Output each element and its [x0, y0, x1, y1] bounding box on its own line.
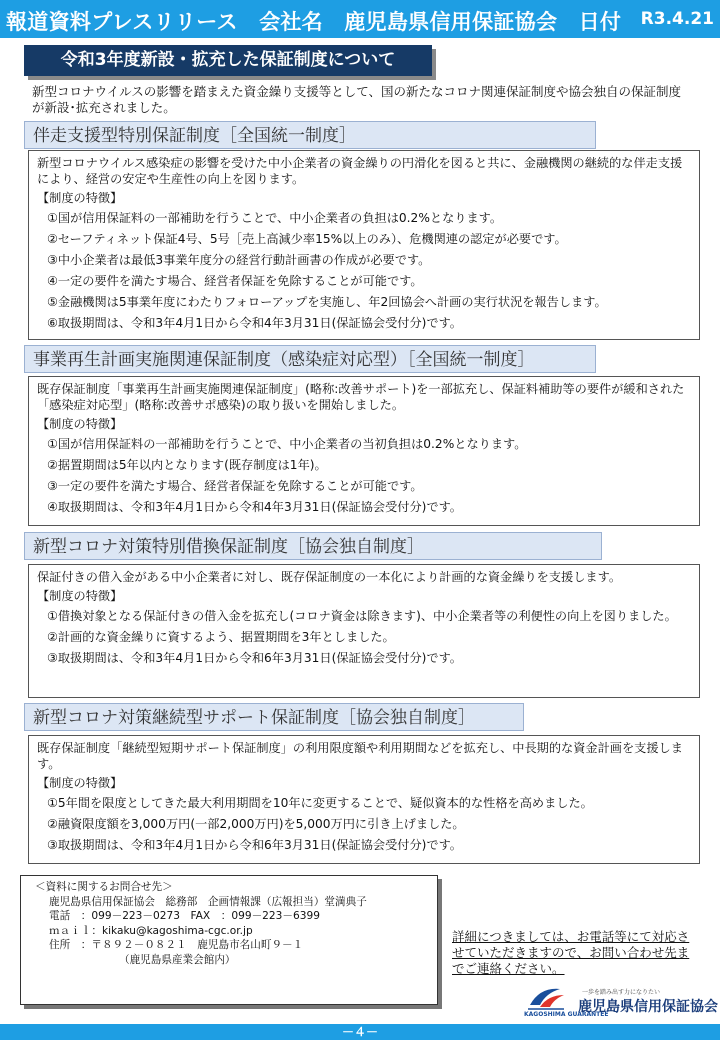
feature-item: ③一定の要件を満たす場合、経営者保証を免除することが可能です。: [47, 479, 423, 493]
features-label: 【制度の特徴】: [37, 776, 123, 790]
section-heading-1: 伴走支援型特別保証制度［全国統一制度］: [24, 121, 596, 149]
header-bar: [0, 0, 720, 38]
logo-english: KAGOSHIMA GUARANTEE: [524, 1011, 609, 1018]
contact-box: [20, 875, 438, 1005]
intro-text: 新型コロナウイルスの影響を踏まえた資金繰り支援等として、国の新たなコロナ関連保証制度や協会独自の保証制度が新設･拡充されました。: [32, 84, 682, 115]
header-title: 報道資料プレスリリース 会社名 鹿児島県信用保証協会 日付: [6, 10, 622, 34]
feature-item: ②セーフティネット保証4号、5号［売上高減少率15%以上のみ）、危機関連の認定が必要です。: [47, 232, 567, 246]
logo-mark-icon: [526, 985, 566, 1011]
feature-item: ③取扱期間は、令和3年4月1日から令和6年3月31日(保証協会受付分)です。: [47, 651, 462, 665]
contact-org: 鹿児島県信用保証協会 総務部 企画情報課（広報担当）堂満典子: [49, 895, 367, 908]
org-logo: [520, 985, 718, 1023]
page-title: 令和3年度新設・拡充した保証制度について: [24, 45, 432, 76]
feature-item: ②据置期間は5年以内となります(既存制度は1年)。: [47, 458, 327, 472]
feature-item: ①5年間を限度としてきた最大利用期間を10年に変更することで、疑似資本的な性格を高めました。: [47, 796, 593, 810]
contact-mail[interactable]: ｍａｉｌ：kikaku@kagoshima-cgc.or.jp: [49, 924, 253, 937]
section-box-1: [28, 150, 700, 340]
feature-item: ②融資限度額を3,000万円(一部2,000万円)を5,000万円に引き上げました。: [47, 817, 465, 831]
section-description: 保証付きの借入金がある中小企業者に対し、既存保証制度の一本化により計画的な資金繰りを支援します。: [37, 570, 622, 584]
section-description: 新型コロナウイルス感染症の影響を受けた中小企業者の資金繰りの円滑化を図ると共に、金融機関の継続的な伴走支援により、経営の安定や生産性の向上を図ります。: [37, 156, 683, 186]
footer-bar: [0, 1024, 720, 1040]
feature-item: ②計画的な資金繰りに資するよう、据置期間を3年としました。: [47, 630, 395, 644]
logo-tagline: 一歩を踏み出す力になりたい: [582, 989, 661, 996]
section-heading-2: 事業再生計画実施関連保証制度（感染症対応型）［全国統一制度］: [24, 345, 596, 373]
header-date: R3.4.21: [640, 9, 714, 29]
feature-item: ⑤金融機関は5事業年度にわたりフォローアップを実施し、年2回協会へ計画の実行状況を報告します。: [47, 295, 607, 309]
section-description: 既存保証制度「継続型短期サポート保証制度」の利用限度額や利用期間などを拡充し、中長期的な資金計画を支援します。: [37, 741, 683, 771]
feature-item: ①国が信用保証料の一部補助を行うことで、中小企業者の負担は0.2%となります。: [47, 211, 503, 225]
section-box-2: [28, 376, 700, 526]
feature-item: ④一定の要件を満たす場合、経営者保証を免除することが可能です。: [47, 274, 423, 288]
feature-item: ③取扱期間は、令和3年4月1日から令和6年3月31日(保証協会受付分)です。: [47, 838, 462, 852]
feature-item: ③中小企業者は最低3事業年度分の経営行動計画書の作成が必要です。: [47, 253, 431, 267]
contact-phone: 電話 ：099－223－0273 FAX ：099－223－6399: [49, 910, 320, 922]
contact-address: 住所 ：〒８９２－０８２１ 鹿児島市名山町９－１: [49, 939, 304, 951]
feature-item: ①借換対象となる保証付きの借入金を拡充し(コロナ資金は除きます)、中小企業者等の利便性の向上を図りました。: [47, 609, 677, 623]
section-heading-3: 新型コロナ対策特別借換保証制度［協会独自制度］: [24, 532, 602, 560]
feature-item: ⑥取扱期間は、令和3年4月1日から令和4年3月31日(保証協会受付分)です。: [47, 316, 462, 330]
feature-item: ①国が信用保証料の一部補助を行うことで、中小企業者の当初負担は0.2%となります。: [47, 437, 527, 451]
features-label: 【制度の特徴】: [37, 191, 123, 205]
contact-building: （鹿児島県産業会館内）: [119, 953, 236, 966]
section-heading-4: 新型コロナ対策継続型サポート保証制度［協会独自制度］: [24, 703, 524, 731]
logo-name: 鹿児島県信用保証協会: [578, 999, 718, 1015]
features-label: 【制度の特徴】: [37, 417, 123, 431]
page-number: －４－: [341, 1025, 378, 1039]
section-description: 既存保証制度「事業再生計画実施関連保証制度」(略称:改善サポート)を一部拡充し、保証料補助等の要件が緩和された「感染症対応型」(略称:改善サポ感染)の取り扱いを開始しました。: [37, 382, 685, 412]
section-box-4: [28, 735, 700, 864]
section-box-3: [28, 564, 700, 698]
contact-heading: ＜資料に関するお問合せ先＞: [35, 881, 173, 893]
features-label: 【制度の特徴】: [37, 589, 123, 603]
feature-item: ④取扱期間は、令和3年4月1日から令和4年3月31日(保証協会受付分)です。: [47, 500, 462, 514]
inquiry-note: 詳細につきましては、お電話等にて対応させていただきますので、お問い合わせ先までご連絡ください。: [452, 929, 690, 976]
